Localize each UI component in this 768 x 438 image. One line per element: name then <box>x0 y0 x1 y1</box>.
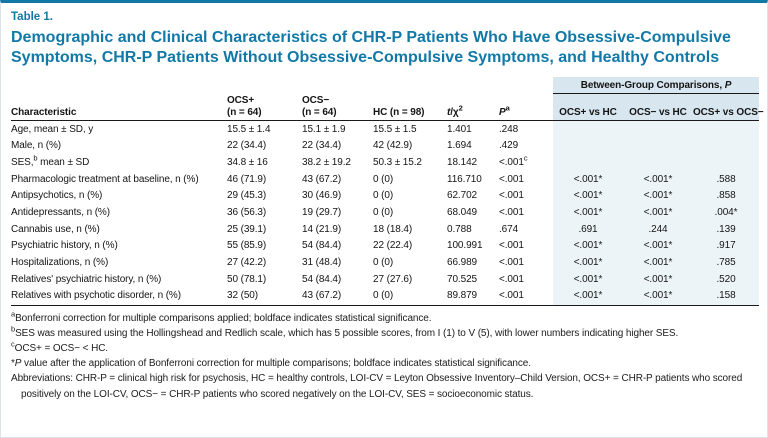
cell-value: 50 (78.1) <box>227 273 267 285</box>
cell-value: 22 (34.4) <box>302 140 342 152</box>
cell-value: 46 (71.9) <box>227 173 267 185</box>
cell-value: <.001* <box>553 238 623 255</box>
footnote: $^b$SES was measured using the Hollingshead and Redlich scale, which has 5 possible scores, from I (1) to V (5), with lower numbers indicating higher SES. <box>11 324 679 339</box>
cell-value: <.001* <box>623 271 693 288</box>
cell-value: .785 <box>693 255 759 272</box>
cell-value: <.001* <box>623 204 693 221</box>
cell-value <box>553 138 623 155</box>
column-header: OCS− vs HC <box>623 93 693 121</box>
cell-value <box>623 154 693 171</box>
column-header-row <box>11 93 759 121</box>
cell-value: 38.2 ± 19.2 <box>302 156 351 168</box>
table-row <box>11 138 759 155</box>
cell-value: 31 (48.4) <box>302 257 342 269</box>
cell-value: 43 (67.2) <box>302 288 373 305</box>
row-label: Cannabis use, n (%) <box>11 223 100 235</box>
cell-value: 14 (21.9) <box>302 223 342 235</box>
table-row <box>11 154 759 171</box>
cell-value: 66.989 <box>447 257 477 269</box>
cell-value: 0 (0) <box>373 257 394 269</box>
cell-value: 100.991 <box>447 240 483 252</box>
column-header: HC (n = 98) <box>373 93 447 121</box>
cell-value: 54 (84.4) <box>302 273 342 285</box>
cell-value <box>693 121 759 138</box>
cell-value <box>623 138 693 155</box>
row-label: Antipsychotics, n (%) <box>11 190 103 202</box>
table-row <box>11 288 759 305</box>
cell-value: 54 (84.4) <box>302 240 342 252</box>
cell-value: 19 (29.7) <box>302 207 342 219</box>
cell-value: 27 (42.2) <box>227 257 267 269</box>
spanner-row <box>11 77 759 93</box>
row-label: Psychiatric history, n (%) <box>11 240 118 252</box>
row-label: Antidepressants, n (%) <box>11 207 110 219</box>
cell-value: 50.3 ± 15.2 <box>373 156 422 168</box>
cell-value: <.001* <box>623 255 693 272</box>
cell-value: 42 (42.9) <box>373 140 413 152</box>
cell-value: <.001 <box>499 288 553 305</box>
cell-value: .691 <box>553 221 623 238</box>
characteristics-table <box>11 77 764 306</box>
cell-value <box>693 138 759 155</box>
cell-value <box>553 154 623 171</box>
table-number-label: Table 1. <box>11 11 53 23</box>
cell-value: 27 (27.6) <box>373 273 413 285</box>
table-title: Demographic and Clinical Characteristics of CHR-P Patients Who Have Obsessive-Compulsive Symptoms, CHR-P Patients Without Obsessive-Compulsive Symptoms, and Healthy Controls <box>11 29 731 66</box>
row-label: Male, n (%) <box>11 140 62 152</box>
column-header: $P^a$ <box>499 93 553 121</box>
cell-value <box>693 154 759 171</box>
cell-value: <.001 <box>499 273 524 285</box>
table-row <box>11 271 759 288</box>
table-row <box>11 171 759 188</box>
cell-value: <.001* <box>553 288 623 305</box>
row-label: Relatives with psychotic disorder, n (%) <box>11 288 227 305</box>
cell-value <box>623 121 693 138</box>
cell-value: 43 (67.2) <box>302 173 342 185</box>
cell-value: <.001 <box>499 207 524 219</box>
cell-value: 0.788 <box>447 223 472 235</box>
cell-value: 18 (18.4) <box>373 223 413 235</box>
cell-value: <.001 <box>499 240 524 252</box>
cell-value: .674 <box>499 223 519 235</box>
cell-value: .139 <box>693 221 759 238</box>
row-label: Age, mean ± SD, y <box>11 123 94 135</box>
spanner-spacer <box>11 77 553 93</box>
cell-value: 0 (0) <box>373 288 447 305</box>
cell-value: <.001* <box>553 171 623 188</box>
footnote: Abbreviations: CHR-P = clinical high risk for psychosis, HC = healthy controls, LOI-CV = Leyton Obsessive Inventory–Child Version, OCS+ = CHR-P patients who scored positively on the LOI-CV, OCS− = CHR-P patients who scored negatively on the LOI-CV, SES = socioeconomic status. <box>11 373 743 400</box>
cell-value: .520 <box>693 271 759 288</box>
cell-value: <.001* <box>553 204 623 221</box>
column-header: Characteristic <box>11 93 227 121</box>
between-group-comparisons-spanner: Between-Group Comparisons, P <box>553 77 759 93</box>
column-header: $t/\chi^2$ <box>447 93 499 121</box>
cell-value: .588 <box>693 171 759 188</box>
column-header: OCS+ vs HC <box>553 93 623 121</box>
footnote: $^c$OCS+ = OCS− < HC. <box>11 339 108 354</box>
cell-value: 22 (22.4) <box>373 240 413 252</box>
row-label: SES,$^b$ mean ± SD <box>11 153 90 168</box>
table-row <box>11 204 759 221</box>
cell-value: 0 (0) <box>373 190 394 202</box>
cell-value: 55 (85.9) <box>227 240 267 252</box>
cell-value: 1.401 <box>447 123 472 135</box>
footnote: $^a$Bonferroni correction for multiple comparisons applied; boldface indicates statistical significance. <box>11 309 432 324</box>
cell-value: <.001* <box>623 238 693 255</box>
table-row <box>11 188 759 205</box>
table-row <box>11 121 759 138</box>
cell-value: <.001* <box>623 188 693 205</box>
cell-value: <.001 <box>499 257 524 269</box>
cell-value: <.001 <box>499 190 524 202</box>
cell-value: .429 <box>499 140 519 152</box>
cell-value: .158 <box>693 288 759 305</box>
cell-value: 15.1 ± 1.9 <box>302 123 346 135</box>
cell-value: 29 (45.3) <box>227 190 267 202</box>
cell-value: <.001* <box>553 188 623 205</box>
column-header: OCS+ vs OCS− <box>693 93 759 121</box>
table-body <box>11 121 759 306</box>
column-header: OCS+ (n = 64) <box>227 93 302 121</box>
cell-value: 70.525 <box>447 273 477 285</box>
cell-value: <.001* <box>623 171 693 188</box>
cell-value: 0 (0) <box>373 207 394 219</box>
cell-value: 89.879 <box>447 288 499 305</box>
cell-value: <.001* <box>623 288 693 305</box>
cell-value: 25 (39.1) <box>227 223 267 235</box>
cell-value: 62.702 <box>447 190 477 202</box>
cell-value: .858 <box>693 188 759 205</box>
cell-value: <.001* <box>553 255 623 272</box>
cell-value: 1.694 <box>447 140 472 152</box>
cell-value: 68.049 <box>447 207 477 219</box>
cell-value: .244 <box>623 221 693 238</box>
cell-value: .917 <box>693 238 759 255</box>
footnote: *P value after the application of Bonferroni correction for multiple comparisons; boldface indicates statistical significance. <box>11 358 531 370</box>
cell-value: 15.5 ± 1.5 <box>373 123 417 135</box>
table-head <box>11 77 764 121</box>
table-row <box>11 238 759 255</box>
cell-value <box>553 121 623 138</box>
cell-value: 0 (0) <box>373 173 394 185</box>
cell-value: <.001$^c$ <box>499 153 528 168</box>
cell-value: 36 (56.3) <box>227 207 267 219</box>
row-label: Relatives' psychiatric history, n (%) <box>11 273 162 285</box>
cell-value: <.001* <box>553 271 623 288</box>
cell-value: 15.5 ± 1.4 <box>227 123 271 135</box>
row-label: Hospitalizations, n (%) <box>11 257 109 269</box>
cell-value: 30 (46.9) <box>302 190 342 202</box>
table-row <box>11 255 759 272</box>
cell-value: <.001 <box>499 173 524 185</box>
column-header: OCS− (n = 64) <box>302 93 373 121</box>
row-label: Pharmacologic treatment at baseline, n (%) <box>11 173 199 185</box>
cell-value: 32 (50) <box>227 288 302 305</box>
footnotes <box>11 311 759 402</box>
cell-value: 116.710 <box>447 173 482 185</box>
cell-value: 18.142 <box>447 156 477 168</box>
cell-value: .004* <box>693 204 759 221</box>
table-row <box>11 221 759 238</box>
cell-value: 22 (34.4) <box>227 140 267 152</box>
cell-value: .248 <box>499 123 519 135</box>
cell-value: 34.8 ± 16 <box>227 156 268 168</box>
